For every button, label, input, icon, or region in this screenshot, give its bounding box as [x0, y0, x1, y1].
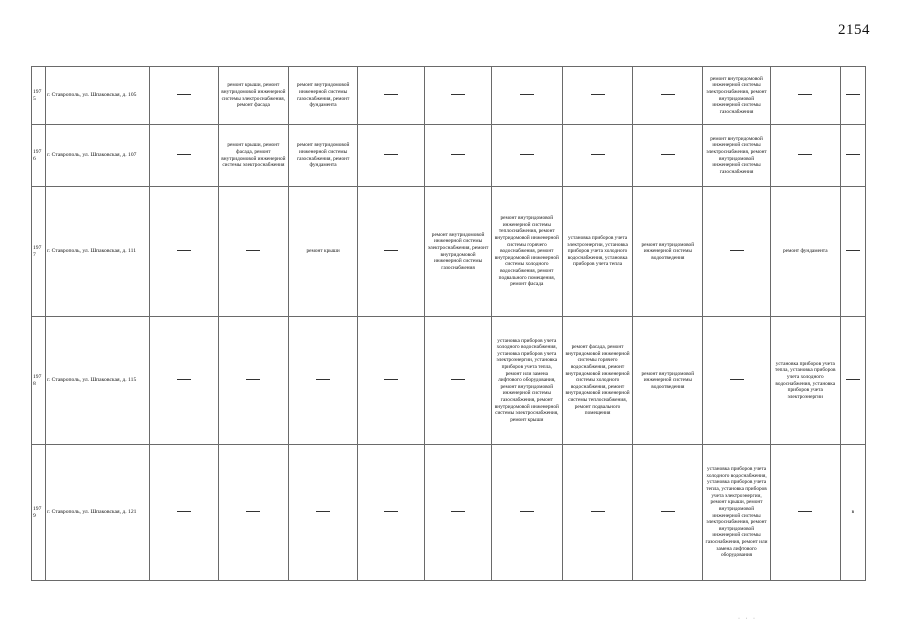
- address-cell: г. Ставрополь, ул. Шпаковская, д. 111: [46, 187, 150, 317]
- empty-dash-cell: [491, 445, 562, 581]
- work-type-cell: установка приборов учета тепла, установка приборов учета холодного водоснабжения, установка приборов учета электроэнергии: [770, 317, 840, 445]
- empty-dash-cell: [770, 125, 840, 187]
- empty-dash-cell: [358, 445, 425, 581]
- empty-dash-cell: [425, 445, 492, 581]
- dash-mark: [520, 94, 534, 95]
- dash-mark: [384, 511, 398, 512]
- dash-mark: [730, 250, 744, 251]
- empty-dash-cell: [425, 317, 492, 445]
- work-type-cell: установка приборов учета холодного водоснабжения, установка приборов учета электроэнергии, установка приборов учета тепла, ремонт или замена лифтового оборудования, ремонт внутридомовой инженерной системы газоснабжения, ремонт внутридомовой инженерной системы электроснабжения, ремонт крыши: [491, 317, 562, 445]
- work-type-cell: ремонт внутридомовой инженерной системы газоснабжения, ремонт фундамента: [288, 67, 358, 125]
- empty-dash-cell: [770, 445, 840, 581]
- dash-mark: [451, 511, 465, 512]
- empty-dash-cell: [840, 317, 865, 445]
- empty-dash-cell: [840, 67, 865, 125]
- empty-dash-cell: [358, 317, 425, 445]
- row-number: 1975: [32, 67, 46, 125]
- empty-dash-cell: [218, 187, 288, 317]
- empty-dash-cell: [840, 125, 865, 187]
- work-type-cell: установка приборов учета холодного водоснабжения, установка приборов учета тепла, установка приборов учета электроэнергии, ремонт крыши, ремонт внутридомовой инженерной системы электроснабжения, ремонт внутридомовой инженерной системы газоснабжения, ремонт или замена лифтового оборудования: [703, 445, 771, 581]
- empty-dash-cell: [425, 67, 492, 125]
- empty-dash-cell: [491, 125, 562, 187]
- work-type-cell: ремонт крыши: [288, 187, 358, 317]
- dash-mark: [316, 379, 330, 380]
- dash-mark: [246, 250, 260, 251]
- address-cell: г. Ставрополь, ул. Шпаковская, д. 105: [46, 67, 150, 125]
- empty-dash-cell: [150, 317, 219, 445]
- empty-dash-cell: [218, 445, 288, 581]
- dash-mark: [451, 154, 465, 155]
- empty-dash-cell: [358, 187, 425, 317]
- dash-mark: [246, 511, 260, 512]
- work-type-cell: ремонт крыши, ремонт внутридомовой инженерной системы электроснабжения, ремонт фасада: [218, 67, 288, 125]
- row-number: 1977: [32, 187, 46, 317]
- work-type-cell: ремонт фундамента: [770, 187, 840, 317]
- empty-dash-cell: [425, 125, 492, 187]
- empty-dash-cell: [150, 125, 219, 187]
- empty-dash-cell: [562, 445, 633, 581]
- work-type-cell: в: [840, 445, 865, 581]
- dash-mark: [661, 94, 675, 95]
- work-type-cell: ремонт внутридомовой инженерной системы газоснабжения, ремонт фундамента: [288, 125, 358, 187]
- dash-mark: [846, 94, 860, 95]
- dash-mark: [798, 511, 812, 512]
- dash-mark: [384, 250, 398, 251]
- dash-mark: [661, 511, 675, 512]
- dash-mark: [384, 154, 398, 155]
- table-row: [32, 317, 866, 445]
- table-row: [32, 187, 866, 317]
- dash-mark: [846, 154, 860, 155]
- empty-dash-cell: [150, 187, 219, 317]
- repair-schedule-table: [31, 66, 866, 581]
- dash-mark: [846, 379, 860, 380]
- work-type-cell: ремонт внутридомовой инженерной системы электроснабжения, ремонт внутридомовой инженерной системы газоснабжения: [703, 67, 771, 125]
- dash-mark: [661, 154, 675, 155]
- empty-dash-cell: [491, 67, 562, 125]
- work-type-cell: ремонт крыши, ремонт фасада, ремонт внутридомовой инженерной системы электроснабжения: [218, 125, 288, 187]
- dash-mark: [520, 154, 534, 155]
- dash-mark: [730, 379, 744, 380]
- dash-mark: [798, 154, 812, 155]
- work-type-cell: ремонт фасада, ремонт внутридомовой инженерной системы горячего водоснабжения, ремонт внутридомовой инженерной системы холодного водоснабжения, ремонт внутридомовой инженерной системы теплоснабжения, ремонт подвального помещения: [562, 317, 633, 445]
- empty-dash-cell: [703, 187, 771, 317]
- empty-dash-cell: [358, 125, 425, 187]
- row-number: 1978: [32, 317, 46, 445]
- empty-dash-cell: [150, 67, 219, 125]
- table-row: [32, 445, 866, 581]
- empty-dash-cell: [703, 317, 771, 445]
- empty-dash-cell: [150, 445, 219, 581]
- address-cell: г. Ставрополь, ул. Шпаковская, д. 107: [46, 125, 150, 187]
- empty-dash-cell: [840, 187, 865, 317]
- dash-mark: [177, 511, 191, 512]
- dash-mark: [591, 511, 605, 512]
- empty-dash-cell: [358, 67, 425, 125]
- dash-mark: [591, 94, 605, 95]
- work-type-cell: установка приборов учета электроэнергии, установка приборов учета холодного водоснабжения, установка приборов учета тепла: [562, 187, 633, 317]
- dash-mark: [846, 250, 860, 251]
- dash-mark: [246, 379, 260, 380]
- dash-mark: [451, 379, 465, 380]
- dash-mark: [798, 94, 812, 95]
- empty-dash-cell: [562, 67, 633, 125]
- row-number: 1976: [32, 125, 46, 187]
- empty-dash-cell: [288, 317, 358, 445]
- dash-mark: [177, 154, 191, 155]
- dash-mark: [520, 511, 534, 512]
- work-type-cell: ремонт внутридомовой инженерной системы электроснабжения, ремонт внутридомовой инженерной системы газоснабжения: [703, 125, 771, 187]
- empty-dash-cell: [633, 67, 703, 125]
- empty-dash-cell: [562, 125, 633, 187]
- page-number: 2154: [838, 22, 870, 38]
- empty-dash-cell: [633, 445, 703, 581]
- work-type-cell: ремонт внутридомовой инженерной системы водоотведения: [633, 187, 703, 317]
- empty-dash-cell: [218, 317, 288, 445]
- dash-mark: [177, 250, 191, 251]
- address-cell: г. Ставрополь, ул. Шпаковская, д. 115: [46, 317, 150, 445]
- dash-mark: [177, 379, 191, 380]
- table-row: [32, 67, 866, 125]
- dash-mark: [591, 154, 605, 155]
- table-row: [32, 125, 866, 187]
- dash-mark: [384, 94, 398, 95]
- work-type-cell: ремонт внутридомовой инженерной системы электроснабжения, ремонт внутридомовой инженерной системы газоснабжения: [425, 187, 492, 317]
- dash-mark: [384, 379, 398, 380]
- address-cell: г. Ставрополь, ул. Шпаковская, д. 121: [46, 445, 150, 581]
- work-type-cell: ремонт внутридомовой инженерной системы водоотведения: [633, 317, 703, 445]
- footer-mark: · · ·: [738, 616, 757, 622]
- dash-mark: [451, 94, 465, 95]
- row-number: 1979: [32, 445, 46, 581]
- empty-dash-cell: [288, 445, 358, 581]
- empty-dash-cell: [633, 125, 703, 187]
- empty-dash-cell: [770, 67, 840, 125]
- dash-mark: [316, 511, 330, 512]
- dash-mark: [177, 94, 191, 95]
- work-type-cell: ремонт внутридомовой инженерной системы теплоснабжения, ремонт внутридомовой инженерной системы горячего водоснабжения, ремонт внутридомовой инженерной системы холодного водоснабжения, ремонт подвального помещения, ремонт фасада: [491, 187, 562, 317]
